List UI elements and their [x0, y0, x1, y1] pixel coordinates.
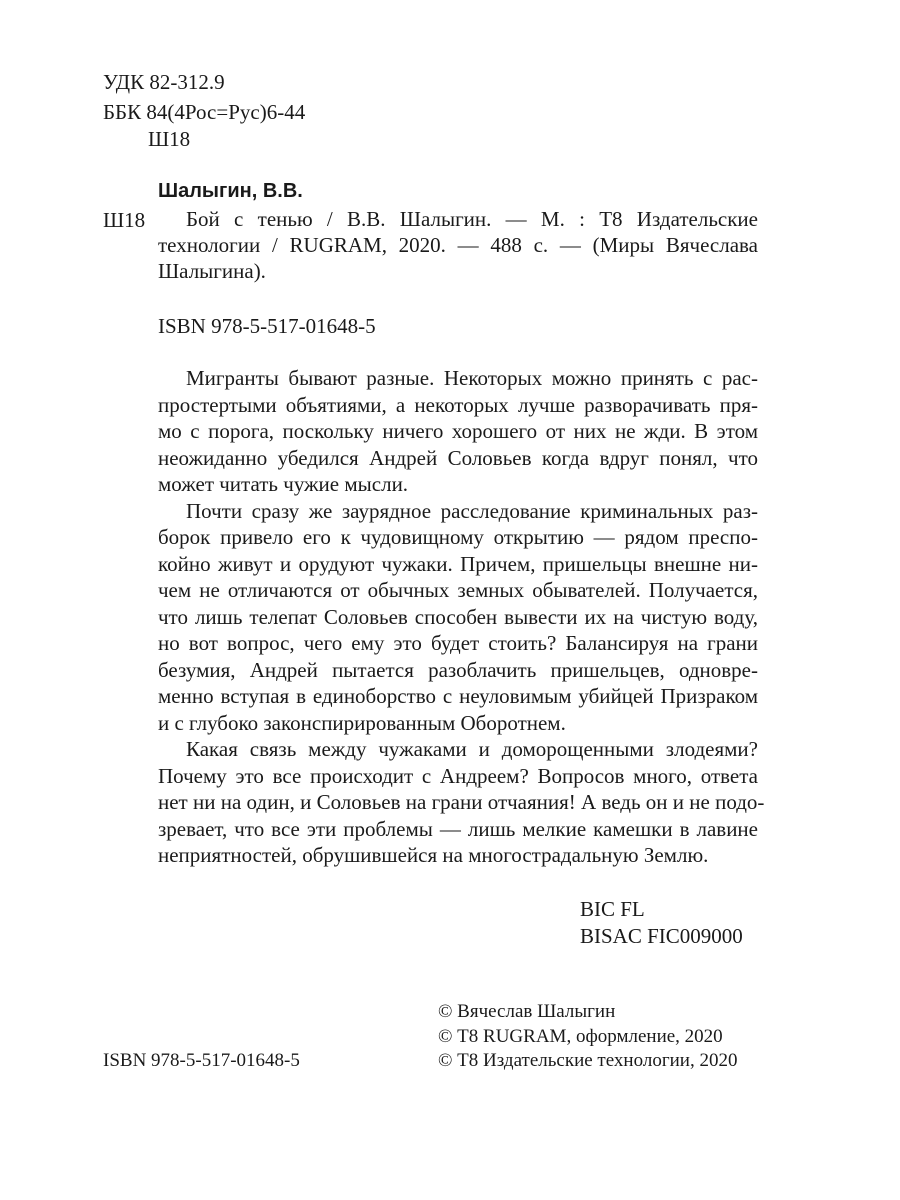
bbk-code: ББК 84(4Рос=Рус)6-44 — [103, 100, 306, 124]
annotation-line: койно живут и орудуют чужаки. Причем, пришельцы внешне ни- — [158, 551, 758, 576]
annotation-line: мо с порога, поскольку ничего хорошего от них не жди. В этом — [158, 419, 758, 443]
annotation-line: Почему это все происходит с Андреем? Вопросов много, ответа — [158, 763, 758, 788]
annotation-line: Мигранты бывают разные. Некоторых можно принять с рас- — [186, 366, 758, 390]
annotation — [158, 365, 765, 869]
udk-code: УДК 82-312.9 — [103, 70, 225, 94]
bibliographic-line: технологии / RUGRAM, 2020. — 488 с. — (Миры Вячеслава — [158, 233, 758, 257]
annotation-line: безумия, Андрей пытается разоблачить пришельцев, одновре- — [158, 657, 758, 682]
author-name: Шалыгин, В.В. — [158, 180, 303, 202]
annotation-line: Почти сразу же заурядное расследование криминальных раз- — [186, 498, 758, 523]
isbn-bottom: ISBN 978-5-517-01648-5 — [103, 1050, 300, 1071]
author-mark-top: Ш18 — [148, 127, 191, 151]
annotation-line: чем не отличаются от обычных земных обывателей. Получается, — [158, 578, 758, 602]
annotation-line: Какая связь между чужаками и доморощенными злодеями? — [186, 737, 758, 761]
author-mark: Ш18 — [103, 208, 146, 232]
copyright-line: © Т8 RUGRAM, оформление, 2020 — [438, 1026, 723, 1047]
isbn-main: ISBN 978-5-517-01648-5 — [158, 314, 376, 338]
annotation-line: что лишь телепат Соловьев способен вывести их на чистую воду, — [158, 604, 758, 629]
bisac-code: BISAC FIC009000 — [580, 924, 743, 948]
annotation-line: менно вступая в единоборство с неуловимым убийцей Призраком — [158, 684, 758, 708]
annotation-line: неожиданно убедился Андрей Соловьев когда вдруг понял, что — [158, 445, 758, 470]
bibliographic-line: Бой с тенью / В.В. Шалыгин. — М. : Т8 Издательские — [186, 207, 758, 231]
copyright-line: © Т8 Издательские технологии, 2020 — [438, 1050, 738, 1071]
annotation-line: нет ни на один, и Соловьев на грани отчаяния! А ведь он и не подо- — [158, 790, 765, 814]
annotation-line: борок привело его к чудовищному открытию — рядом преспо- — [158, 525, 758, 549]
annotation-line: зревает, что все эти проблемы — лишь мелкие камешки в лавине — [158, 816, 758, 841]
annotation-line: простертыми объятиями, а некоторых лучше разворачивать пря- — [158, 392, 758, 417]
annotation-line: может читать чужие мысли. — [158, 472, 409, 496]
bic-code: BIC FL — [580, 897, 645, 921]
annotation-line: и с глубоко законспирированным Оборотнем. — [158, 710, 566, 735]
annotation-line: но вот вопрос, чего ему это будет стоить? Балансируя на грани — [158, 631, 758, 655]
bibliographic-line: Шалыгина). — [158, 259, 266, 283]
annotation-line: неприятностей, обрушившейся на многострадальную Землю. — [158, 843, 709, 867]
copyright-line: © Вячеслав Шалыгин — [438, 1001, 616, 1022]
